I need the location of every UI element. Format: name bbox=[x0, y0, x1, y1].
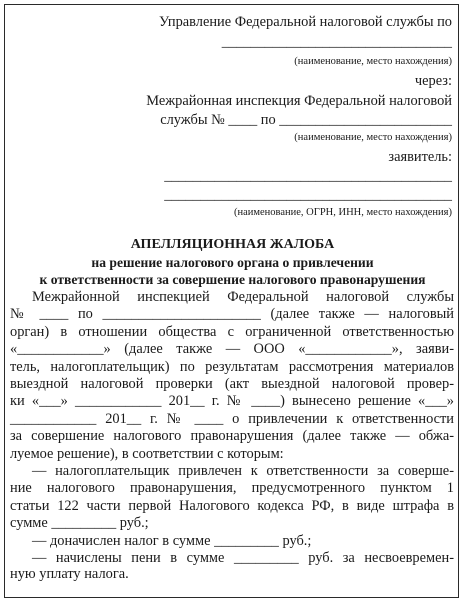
via-label: через: bbox=[414, 73, 452, 89]
body-line: выездной налоговой проверки (акт выездной налоговой провер- bbox=[10, 376, 454, 392]
body-line: Межрайонной инспекцией Федеральной налоговой службы bbox=[32, 289, 454, 305]
body-line: — доначислен налог в сумме _________ руб.; bbox=[32, 532, 312, 549]
body-line: — налогоплательщик привлечен к ответственности за соверше- bbox=[32, 463, 454, 479]
header-line-1: Управление Федеральной налоговой службы по bbox=[158, 14, 452, 30]
applicant-label: заявитель: bbox=[388, 149, 452, 165]
body-line: луемое решение), в соответствии с которым: bbox=[10, 445, 284, 462]
body-line: сумме _________ руб.; bbox=[10, 515, 149, 532]
body-line: статьи 122 части первой Налогового кодекса РФ, в виде штрафа в bbox=[10, 497, 454, 514]
header-line-4: службы № ____ по ________________________ bbox=[160, 112, 452, 128]
body-line: ки «___» ____________ 201__ г. № ____) вынесено решение «___» bbox=[10, 393, 454, 410]
body-line: ние налогового правонарушения, предусмотренного пунктом 1 bbox=[10, 480, 454, 497]
header-line-3: Межрайонная инспекция Федеральной налоговой bbox=[146, 93, 452, 109]
header-line-6: ________________________________________ bbox=[164, 187, 452, 203]
header-caption-2: (наименование, место нахождения) bbox=[294, 132, 452, 143]
header-line-5: ________________________________________ bbox=[164, 168, 452, 184]
body-line: за совершение налогового правонарушения (далее также — обжа- bbox=[10, 428, 454, 445]
body-line: «____________» (далее также — ООО «____________», заяви- bbox=[10, 341, 454, 358]
title-line-3: к ответственности за совершение налогового правонарушения bbox=[39, 272, 426, 287]
header-caption-1: (наименование, место нахождения) bbox=[294, 56, 452, 67]
body-line: ____________ 201__ г. № ____ о привлечении к ответственности bbox=[10, 410, 454, 427]
body-line: орган) в отношении общества с ограниченной ответственностью bbox=[10, 323, 454, 340]
body-line: ную уплату налога. bbox=[10, 566, 129, 583]
body-line: № ____ по ______________________ (далее также — налоговый bbox=[10, 306, 454, 323]
title-line-1: АПЕЛЛЯЦИОННАЯ ЖАЛОБА bbox=[130, 237, 335, 252]
title-line-2: на решение налогового органа о привлечении bbox=[91, 255, 374, 270]
header-caption-3: (наименование, ОГРН, ИНН, место нахождения) bbox=[233, 207, 452, 218]
body-line: тель, налогоплательщик) по результатам рассмотрения материалов bbox=[10, 358, 454, 375]
body-line: — начислены пени в сумме _________ руб. за несвоевремен- bbox=[32, 550, 454, 566]
header-line-2: ________________________________ bbox=[221, 34, 452, 50]
